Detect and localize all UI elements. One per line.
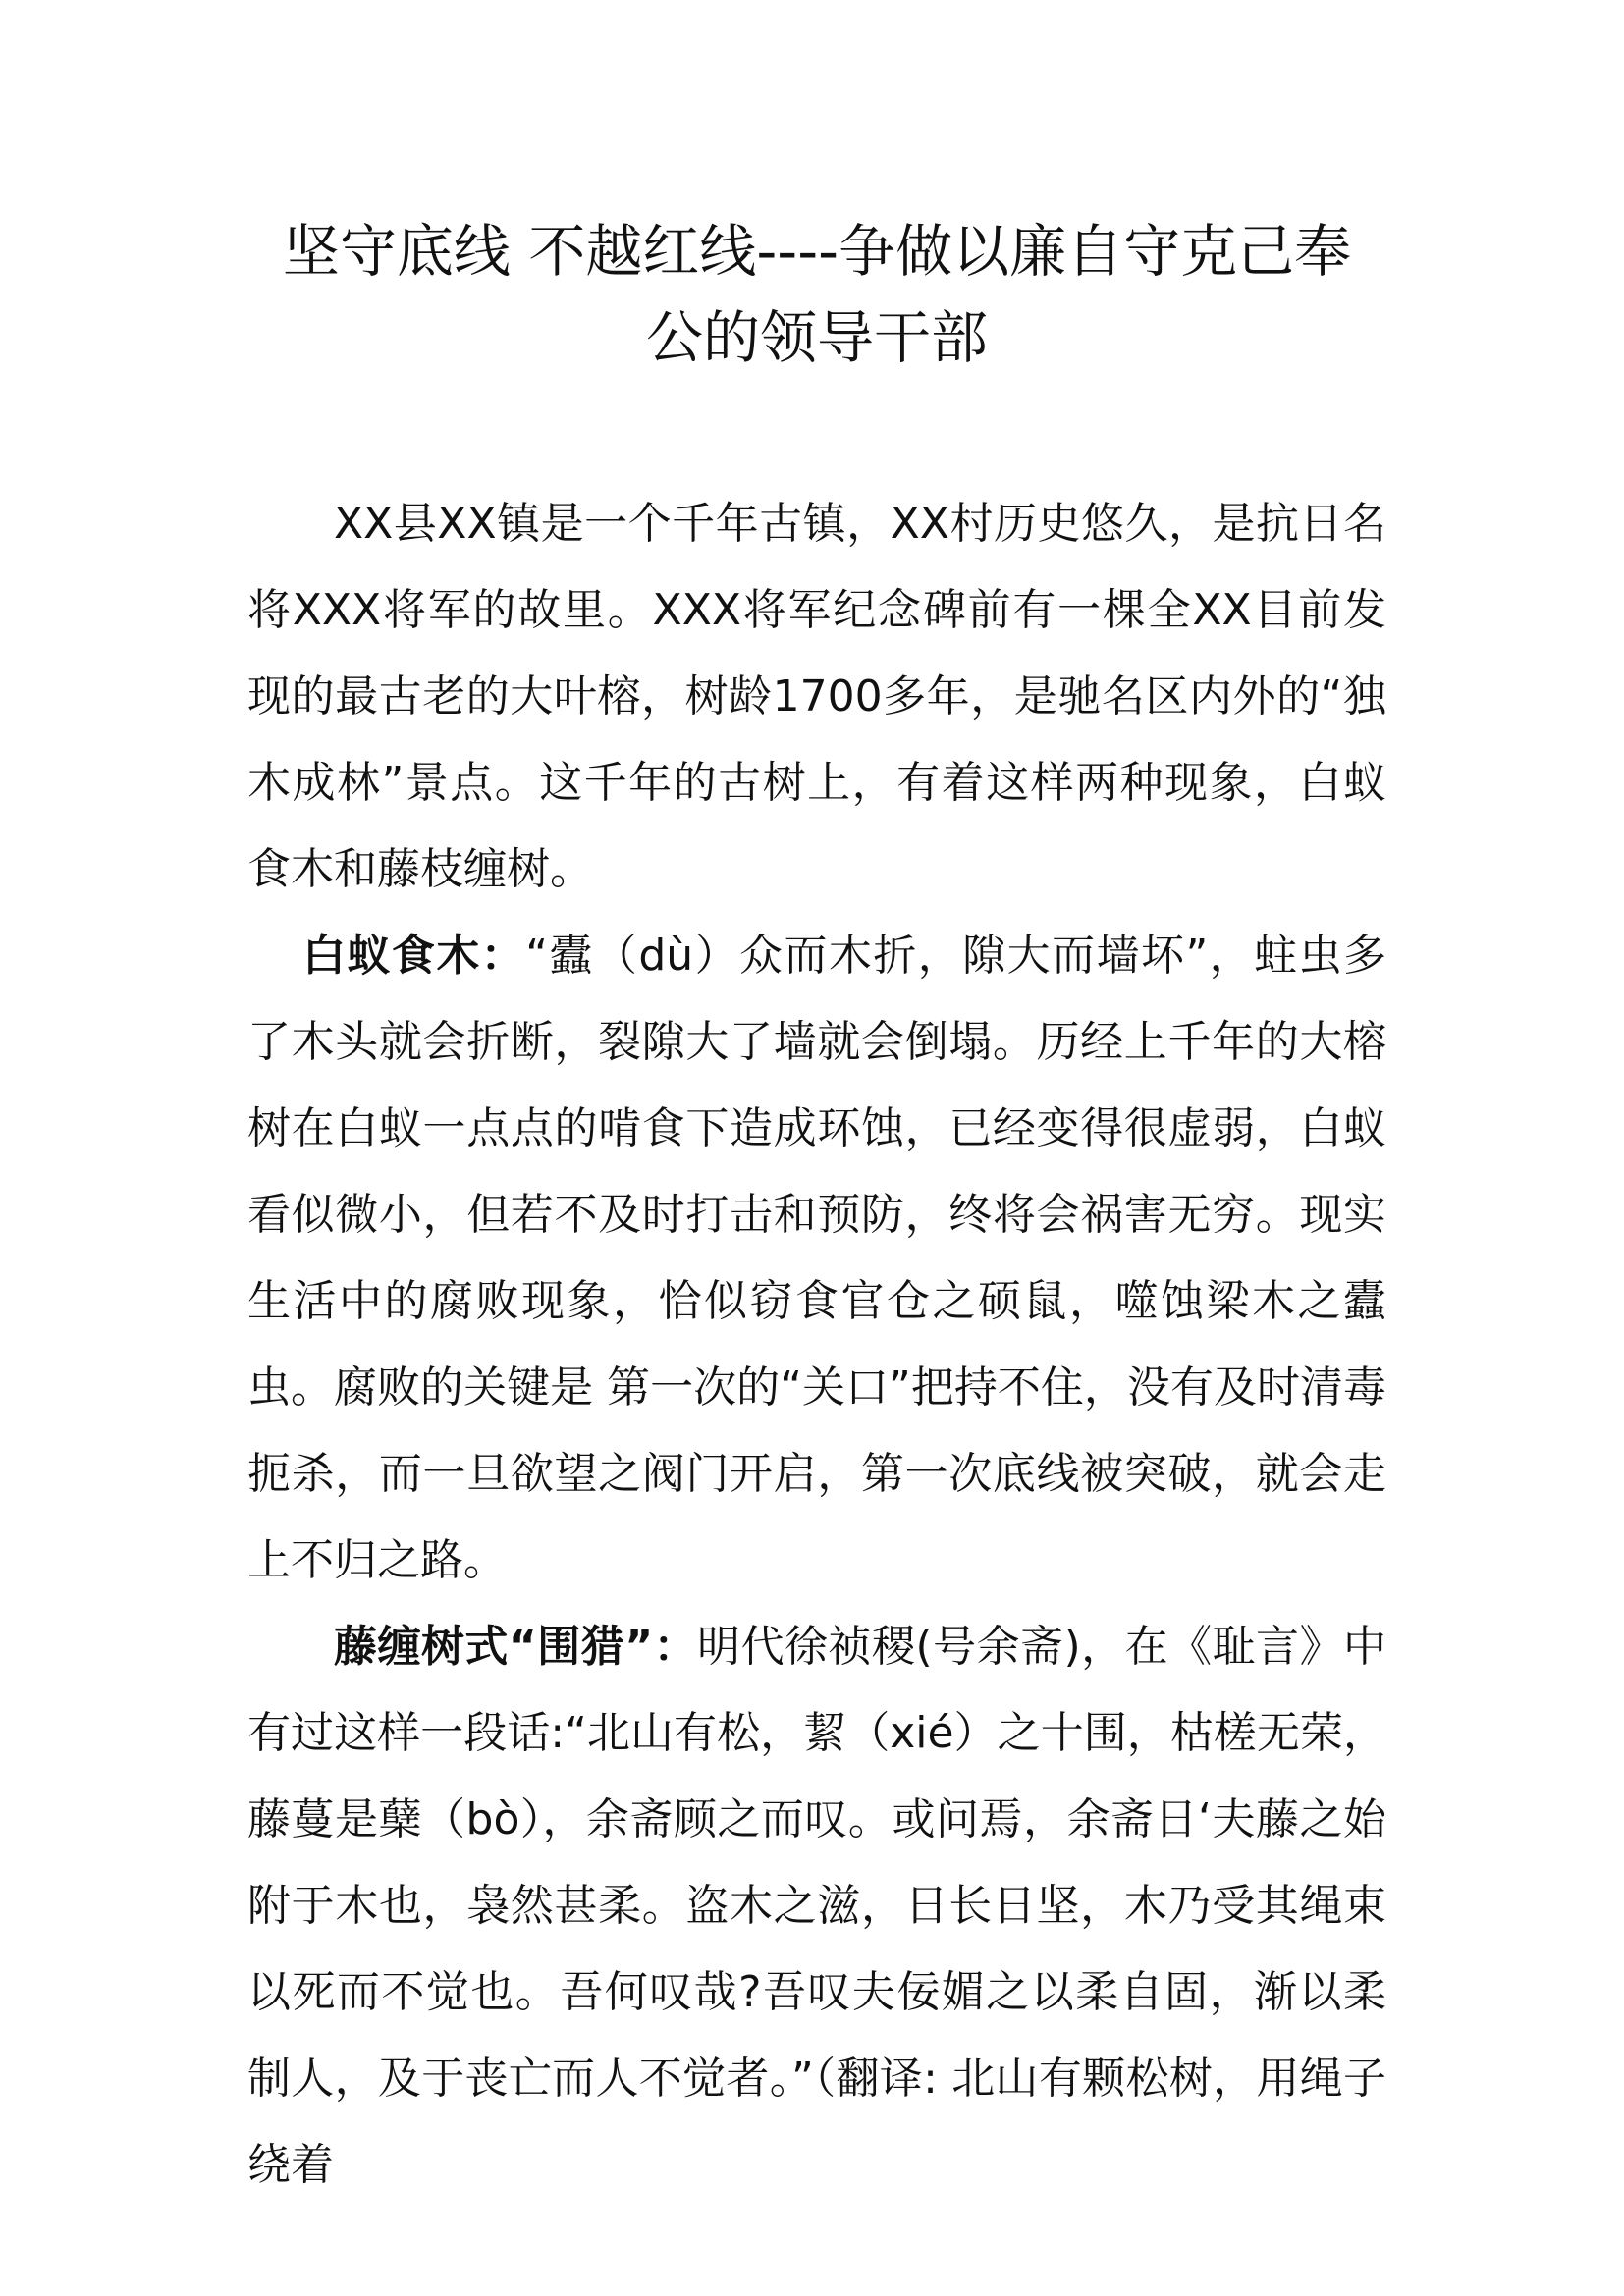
paragraph-vines-text: 明代徐祯稷(号余斋)，在《耻言》中有过这样一段话:“北山有松，絜（xié）之十围，枯槎无荣，藤蔓是蘖（bò），余斋顾之而叹。或问焉，余斋日‘夫藤之始附于木也，袅然甚柔。盗木之滋，日长日坚，木乃受其绳束以死而不觉也。吾何叹哉?吾叹夫佞媚之以柔自固，渐以柔制人，及于丧亡而人不觉者。”（翻译: 北山有颗松树，用绳子绕着	[247, 1622, 1386, 2190]
document-page	[247, 208, 1386, 2209]
paragraph-termites-heading: 白蚁食木：	[302, 931, 526, 981]
title-line-2: 公的领导干部	[645, 304, 988, 371]
paragraph-intro: XX县XX镇是一个千年古镇，XX村历史悠久，是抗日名将XXX将军的故里。XXX将军纪念碑前有一棵全XX目前发现的最古老的大叶榕，树龄1700多年，是驰名区内外的“独木成林”景点。这千年的古树上，有着这样两种现象，白蚁食木和藤枝缠树。	[247, 499, 1386, 894]
paragraph-termites	[247, 913, 1386, 1604]
paragraph-termites-text: “蠹（dù）众而木折，隙大而墙坏”，蛀虫多了木头就会折断，裂隙大了墙就会倒塌。历经上千年的大榕树在白蚁一点点的啃食下造成环蚀，已经变得很虚弱，白蚁看似微小，但若不及时打击和预防，终将会祸害无穷。现实生活中的腐败现象，恰似窃食官仓之硕鼠，噬蚀梁木之蠹虫。腐败的关键是 第一次的“关口”把持不住，没有及时清毒扼杀，而一旦欲望之阀门开启，第一次底线被突破，就会走上不归之路。	[247, 931, 1387, 1585]
document-title	[247, 208, 1386, 381]
paragraph-vines-heading: 藤缠树式“围猎”：	[334, 1622, 698, 1672]
title-line-1: 坚守底线 不越红线----争做以廉自守克己奉	[282, 218, 1352, 285]
document-body	[247, 481, 1386, 2209]
paragraph-vines	[247, 1604, 1386, 2209]
